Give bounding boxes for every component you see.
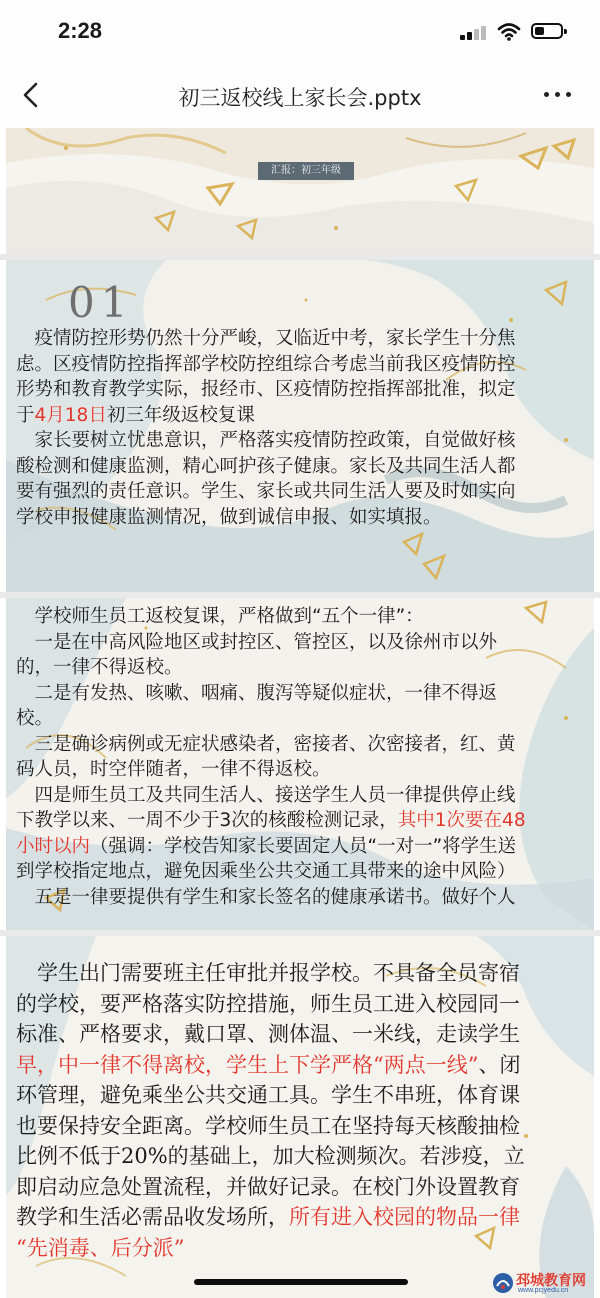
text-line: 学校申报健康监测情况，做到诚信申报、如实填报。 [16, 506, 442, 528]
text-line-part: 教学和生活必需品收发场所， [16, 1205, 289, 1229]
text-line: 码人员，时空伴随者，一律不得返校。 [16, 759, 331, 780]
slide-4[interactable] [6, 936, 594, 1298]
watermark [492, 1270, 598, 1298]
dot-icon [555, 92, 560, 97]
text-line: 疫情防控形势仍然十分严峻，又临近中考，家长学生十分焦 [16, 328, 516, 349]
text-line: 环管理，避免乘坐公共交通工具。学生不串班，体育课 [16, 1083, 520, 1107]
text-line: 形势和教育教学实际，报经市、区疫情防控指挥部批准，拟定 [16, 379, 516, 400]
text-line: 虑。区疫情防控指挥部学校防控组综合考虑当前我区疫情防控 [16, 353, 516, 375]
text-line [16, 1050, 594, 1081]
text-line: 要有强烈的责任意识。学生、家长或共同生活人要及时如实向 [16, 481, 516, 502]
status-bar [0, 0, 600, 64]
section-number: 01 [68, 278, 134, 327]
slide-4-text [16, 958, 594, 1263]
dot-icon [544, 92, 549, 97]
highlight-text: 小时以内 [16, 835, 91, 857]
watermark-name: 邳城教育网 [516, 1273, 586, 1289]
highlight-text: 所有进入校园的物品一律 [289, 1205, 520, 1229]
wifi-icon [497, 22, 521, 42]
text-line: 即启动应急处置流程，并做好记录。在校门外设置教育 [16, 1174, 520, 1199]
text-line [16, 403, 592, 429]
text-line: 的，一律不得返校。 [16, 657, 183, 678]
text-line [16, 808, 594, 834]
report-badge: 汇报：初三年级 [258, 162, 354, 180]
text-line [16, 834, 594, 860]
text-line: 比例不低于20%的基础上，加大检测频次。若涉疫，立 [16, 1144, 525, 1168]
more-options-button[interactable] [540, 86, 576, 102]
text-line: 也要保持安全距离。学校师生员工在坚持每天核酸抽检 [16, 1113, 520, 1138]
slide-3-text [16, 604, 594, 910]
text-line-part: 初三年级返校复课 [106, 404, 255, 426]
highlight-text: “先消毒、后分派” [16, 1235, 185, 1260]
watermark-logo-icon [492, 1272, 514, 1294]
home-indicator[interactable] [194, 1279, 408, 1285]
slide-3[interactable] [6, 598, 594, 930]
text-line: 校。 [16, 708, 54, 729]
text-line: 标准、严格要求，戴口罩、测体温、一米线，走读学生 [16, 1022, 520, 1046]
text-line-part: 下教学以来、一周不少于3次的核酸检测记录， [16, 810, 398, 831]
dot-icon [566, 92, 571, 97]
document-title: 初三返校线上家长会.pptx [178, 86, 422, 110]
text-line-part: 于 [16, 404, 35, 426]
text-line: 的学校，要严格落实防控措施，师生员工进入校园同一 [16, 991, 520, 1016]
text-line: 学校师生员工返校复课，严格做到“五个一律”： [16, 606, 424, 627]
text-line: 一是在中高风险地区或封控区、管控区，以及徐州市以外 [16, 631, 498, 653]
text-line: 三是确诊病例或无症状感染者，密接者、次密接者，红、黄 [16, 733, 516, 755]
highlight-date: 4月18日 [34, 404, 107, 426]
slide-2[interactable] [6, 260, 594, 592]
cellular-signal-icon [460, 24, 488, 40]
highlight-text: 早，中一律不得离校，学生上下学严格“两点一线” [16, 1052, 479, 1077]
back-arrow-icon[interactable] [14, 78, 48, 112]
highlight-text: 其中1次要在48 [397, 810, 526, 831]
text-line: 到学校指定地点，避免因乘坐公共交通工具带来的途中风险） [16, 861, 516, 882]
status-time: 2:28 [58, 18, 103, 43]
text-line [16, 1202, 594, 1233]
text-line: 酸检测和健康监测，精心呵护孩子健康。家长及共同生活人都 [16, 455, 516, 477]
text-line: 二是有发热、咳嗽、咽痛、腹泻等疑似症状，一律不得返 [16, 682, 498, 704]
watermark-url: www.pcjyedu.cn [518, 1287, 569, 1294]
text-line: 家长要树立忧患意识，严格落实疫情防控政策，自觉做好核 [16, 430, 516, 451]
battery-icon [531, 23, 563, 39]
text-line [16, 1233, 594, 1264]
text-line: 四是师生员工及共同生活人、接送学生人员一律提供停止线 [16, 784, 516, 806]
text-line: 学生出门需要班主任审批并报学校。不具备全员寄宿 [16, 961, 520, 985]
slide-2-text [16, 326, 592, 530]
slide-background [6, 128, 594, 254]
text-line-part: （强调：学校告知家长要固定人员“一对一”将学生送 [90, 835, 517, 857]
nav-bar [0, 64, 600, 126]
text-line: 五是一律要提供有学生和家长签名的健康承诺书。做好个人 [16, 886, 516, 908]
text-line-part: 、闭 [478, 1052, 521, 1077]
slide-1[interactable] [6, 128, 594, 254]
